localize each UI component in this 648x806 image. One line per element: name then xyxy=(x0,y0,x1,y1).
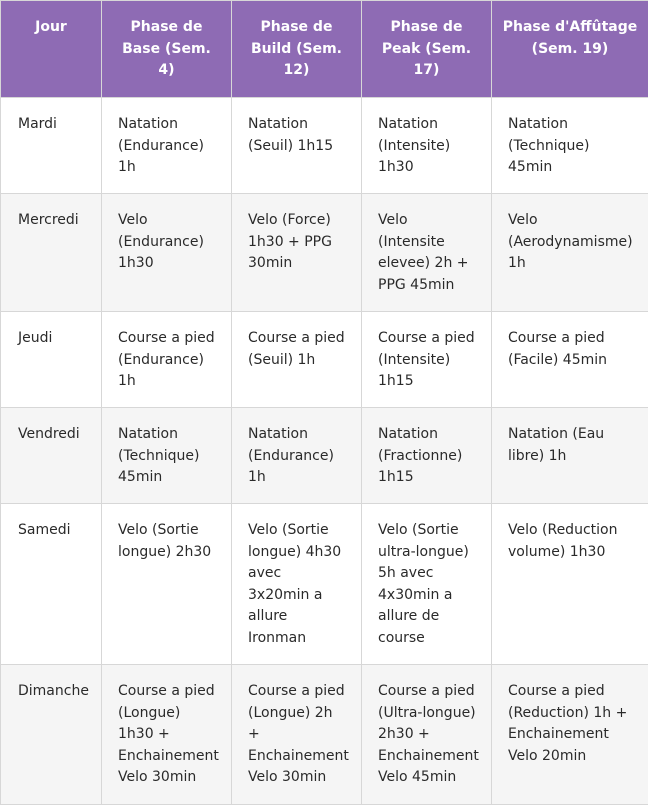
header-phase-base: Phase de Base (Sem. 4) xyxy=(102,1,232,98)
table-cell: Natation (Intensite) 1h30 xyxy=(362,98,492,194)
header-phase-peak: Phase de Peak (Sem. 17) xyxy=(362,1,492,98)
day-cell: Jeudi xyxy=(1,312,102,408)
table-cell: Natation (Endurance) 1h xyxy=(102,98,232,194)
table-cell: Velo (Aerodynamisme) 1h xyxy=(492,194,648,312)
day-cell: Mardi xyxy=(1,98,102,194)
table-cell: Natation (Seuil) 1h15 xyxy=(232,98,362,194)
table-cell: Course a pied (Longue) 1h30 + Enchainement Velo 30min xyxy=(102,665,232,805)
table-cell: Velo (Endurance) 1h30 xyxy=(102,194,232,312)
day-cell: Samedi xyxy=(1,504,102,665)
table-cell: Course a pied (Facile) 45min xyxy=(492,312,648,408)
table-cell: Course a pied (Endurance) 1h xyxy=(102,312,232,408)
header-phase-build: Phase de Build (Sem. 12) xyxy=(232,1,362,98)
table-row xyxy=(1,194,648,312)
header-phase-taper: Phase d'Affûtage (Sem. 19) xyxy=(492,1,648,98)
table-cell: Natation (Fractionne) 1h15 xyxy=(362,408,492,504)
table-cell: Velo (Force) 1h30 + PPG 30min xyxy=(232,194,362,312)
table-row xyxy=(1,665,648,805)
table-cell: Velo (Sortie ultra-longue) 5h avec 4x30min a allure de course xyxy=(362,504,492,665)
table-row xyxy=(1,98,648,194)
table-cell: Velo (Intensite elevee) 2h + PPG 45min xyxy=(362,194,492,312)
table-cell: Course a pied (Reduction) 1h + Enchainement Velo 20min xyxy=(492,665,648,805)
table-cell: Natation (Endurance) 1h xyxy=(232,408,362,504)
table-cell: Course a pied (Seuil) 1h xyxy=(232,312,362,408)
table-cell: Natation (Technique) 45min xyxy=(102,408,232,504)
table-row xyxy=(1,312,648,408)
table-cell: Natation (Eau libre) 1h xyxy=(492,408,648,504)
table-cell: Course a pied (Ultra-longue) 2h30 + Enchainement Velo 45min xyxy=(362,665,492,805)
table-cell: Natation (Technique) 45min xyxy=(492,98,648,194)
day-cell: Mercredi xyxy=(1,194,102,312)
table-row xyxy=(1,408,648,504)
table-cell: Course a pied (Intensite) 1h15 xyxy=(362,312,492,408)
table-cell: Course a pied (Longue) 2h + Enchainement Velo 30min xyxy=(232,665,362,805)
header-day: Jour xyxy=(1,1,102,98)
table-cell: Velo (Sortie longue) 4h30 avec 3x20min a allure Ironman xyxy=(232,504,362,665)
day-cell: Vendredi xyxy=(1,408,102,504)
table-cell: Velo (Reduction volume) 1h30 xyxy=(492,504,648,665)
table-row xyxy=(1,504,648,665)
table-cell: Velo (Sortie longue) 2h30 xyxy=(102,504,232,665)
day-cell: Dimanche xyxy=(1,665,102,805)
header-row xyxy=(1,1,648,98)
